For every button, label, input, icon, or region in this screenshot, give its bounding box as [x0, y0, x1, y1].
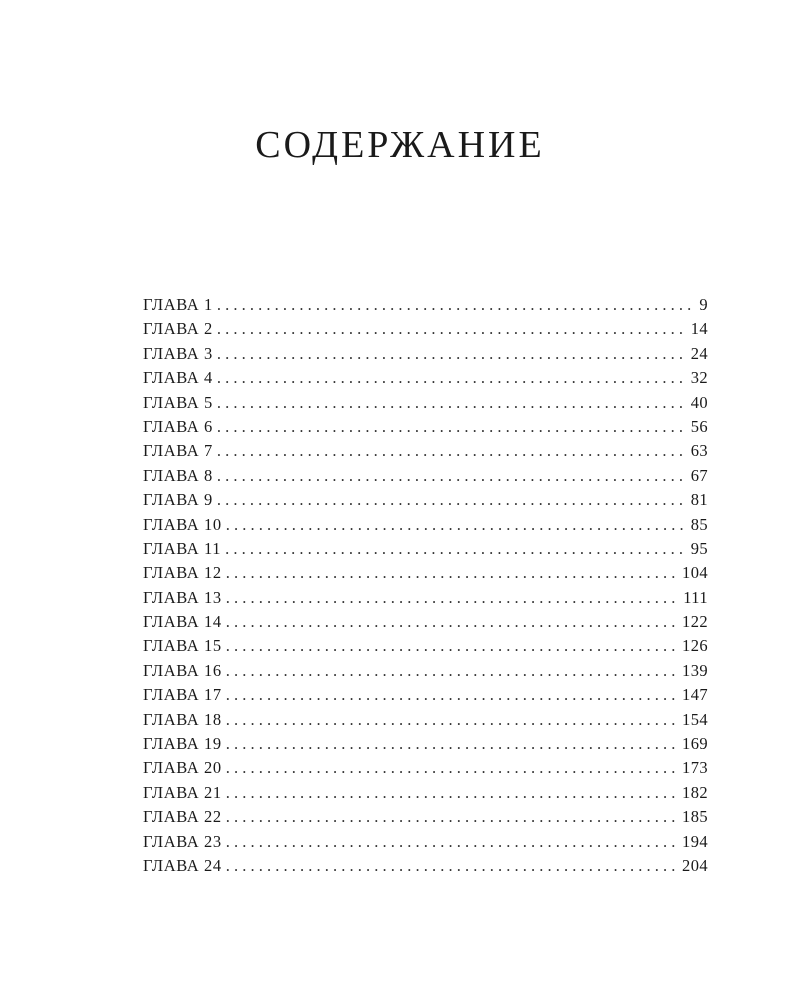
toc-dot-leader: [226, 659, 678, 683]
toc-entry: [143, 391, 708, 415]
toc-entry: [143, 317, 708, 341]
toc-entry-label: ГЛАВА 10: [143, 514, 222, 534]
toc-entry-label: ГЛАВА 8: [143, 465, 213, 485]
toc-entry-label: ГЛАВА 23: [143, 831, 222, 851]
toc-entry-page-number: 63: [690, 441, 708, 461]
toc-entry: [143, 708, 708, 732]
toc-entry-page-number: 182: [682, 782, 708, 802]
toc-entry-page-number: 154: [682, 709, 708, 729]
toc-dot-leader: [226, 756, 678, 780]
toc-entry-label: ГЛАВА 16: [143, 660, 222, 680]
toc-entry-page-number: 85: [690, 514, 708, 534]
toc-entry-page-number: 95: [690, 538, 708, 558]
toc-entry-label: ГЛАВА 9: [143, 490, 213, 510]
toc-dot-leader: [226, 805, 678, 829]
toc-entry-page-number: 32: [690, 368, 708, 388]
toc-entry: [143, 854, 708, 878]
toc-dot-leader: [226, 830, 678, 854]
toc-entry: [143, 293, 708, 317]
toc-entry-page-number: 14: [690, 319, 708, 339]
toc-dot-leader: [217, 391, 687, 415]
toc-dot-leader: [226, 561, 678, 585]
toc-dot-leader: [226, 708, 678, 732]
toc-dot-leader: [226, 586, 680, 610]
toc-entry: [143, 561, 708, 585]
toc-entry: [143, 366, 708, 390]
page-title: СОДЕРЖАНИЕ: [255, 124, 545, 166]
toc-entry-label: ГЛАВА 20: [143, 758, 222, 778]
toc-entry-label: ГЛАВА 18: [143, 709, 222, 729]
toc-entry-page-number: 40: [690, 392, 708, 412]
toc-entry-label: ГЛАВА 3: [143, 343, 213, 363]
toc-entry: [143, 586, 708, 610]
toc-entry-label: ГЛАВА 1: [143, 295, 213, 314]
toc-entry-page-number: 24: [690, 343, 708, 363]
toc-entry: [143, 781, 708, 805]
toc-entry: [143, 683, 708, 707]
toc-entry-label: ГЛАВА 17: [143, 685, 222, 705]
toc-dot-leader: [225, 537, 687, 561]
toc-dot-leader: [226, 634, 678, 658]
toc-entry-label: ГЛАВА 24: [143, 855, 222, 875]
toc-dot-leader: [226, 513, 687, 537]
toc-dot-leader: [217, 488, 687, 512]
toc-entry-label: ГЛАВА 4: [143, 368, 213, 388]
toc-entry: [143, 537, 708, 561]
toc-dot-leader: [217, 415, 687, 439]
toc-entry-page-number: 147: [682, 685, 708, 705]
toc-entry-label: ГЛАВА 7: [143, 441, 213, 461]
toc-dot-leader: [217, 317, 687, 341]
toc-dot-leader: [226, 683, 678, 707]
toc-dot-leader: [217, 342, 687, 366]
toc-entry-page-number: 194: [682, 831, 708, 851]
toc-entry-label: ГЛАВА 2: [143, 319, 213, 339]
toc-entry: [143, 342, 708, 366]
toc-entry-label: ГЛАВА 21: [143, 782, 222, 802]
toc-entry-page-number: 139: [682, 660, 708, 680]
toc-entry-page-number: 56: [690, 416, 708, 436]
toc-dot-leader: [226, 732, 678, 756]
toc-dot-leader: [217, 439, 687, 463]
toc-dot-leader: [217, 293, 695, 317]
toc-dot-leader: [217, 366, 687, 390]
toc-entry: [143, 488, 708, 512]
toc-entry-page-number: 81: [690, 490, 708, 510]
toc-entry: [143, 830, 708, 854]
toc-entry-page-number: 122: [682, 612, 708, 632]
toc-entry: [143, 513, 708, 537]
toc-entry-page-number: 169: [682, 734, 708, 754]
toc-entry-label: ГЛАВА 6: [143, 416, 213, 436]
toc-entry: [143, 659, 708, 683]
toc-entry-page-number: 67: [690, 465, 708, 485]
toc-entry-page-number: 104: [682, 563, 708, 583]
toc-entry: [143, 610, 708, 634]
toc-entry-label: ГЛАВА 5: [143, 392, 213, 412]
table-of-contents: [143, 293, 708, 878]
toc-dot-leader: [226, 610, 678, 634]
toc-entry-page-number: 173: [682, 758, 708, 778]
toc-entry: [143, 634, 708, 658]
toc-entry: [143, 732, 708, 756]
toc-entry: [143, 756, 708, 780]
toc-entry: [143, 464, 708, 488]
toc-dot-leader: [226, 781, 678, 805]
toc-entry-label: ГЛАВА 22: [143, 807, 222, 827]
toc-entry: [143, 415, 708, 439]
toc-entry-label: ГЛАВА 12: [143, 563, 222, 583]
toc-entry-label: ГЛАВА 13: [143, 587, 222, 607]
toc-entry-label: ГЛАВА 14: [143, 612, 222, 632]
toc-dot-leader: [226, 854, 678, 878]
toc-entry-label: ГЛАВА 15: [143, 636, 222, 656]
toc-entry-label: ГЛАВА 19: [143, 734, 222, 754]
toc-entry-page-number: 111: [683, 587, 708, 607]
toc-entry: [143, 439, 708, 463]
toc-entry: [143, 805, 708, 829]
toc-entry-page-number: 126: [682, 636, 708, 656]
toc-entry-page-number: 204: [682, 855, 708, 875]
toc-entry-label: ГЛАВА 11: [143, 538, 222, 558]
toc-dot-leader: [217, 464, 687, 488]
toc-entry-page-number: 185: [682, 807, 708, 827]
toc-entry-page-number: 9: [699, 295, 708, 314]
